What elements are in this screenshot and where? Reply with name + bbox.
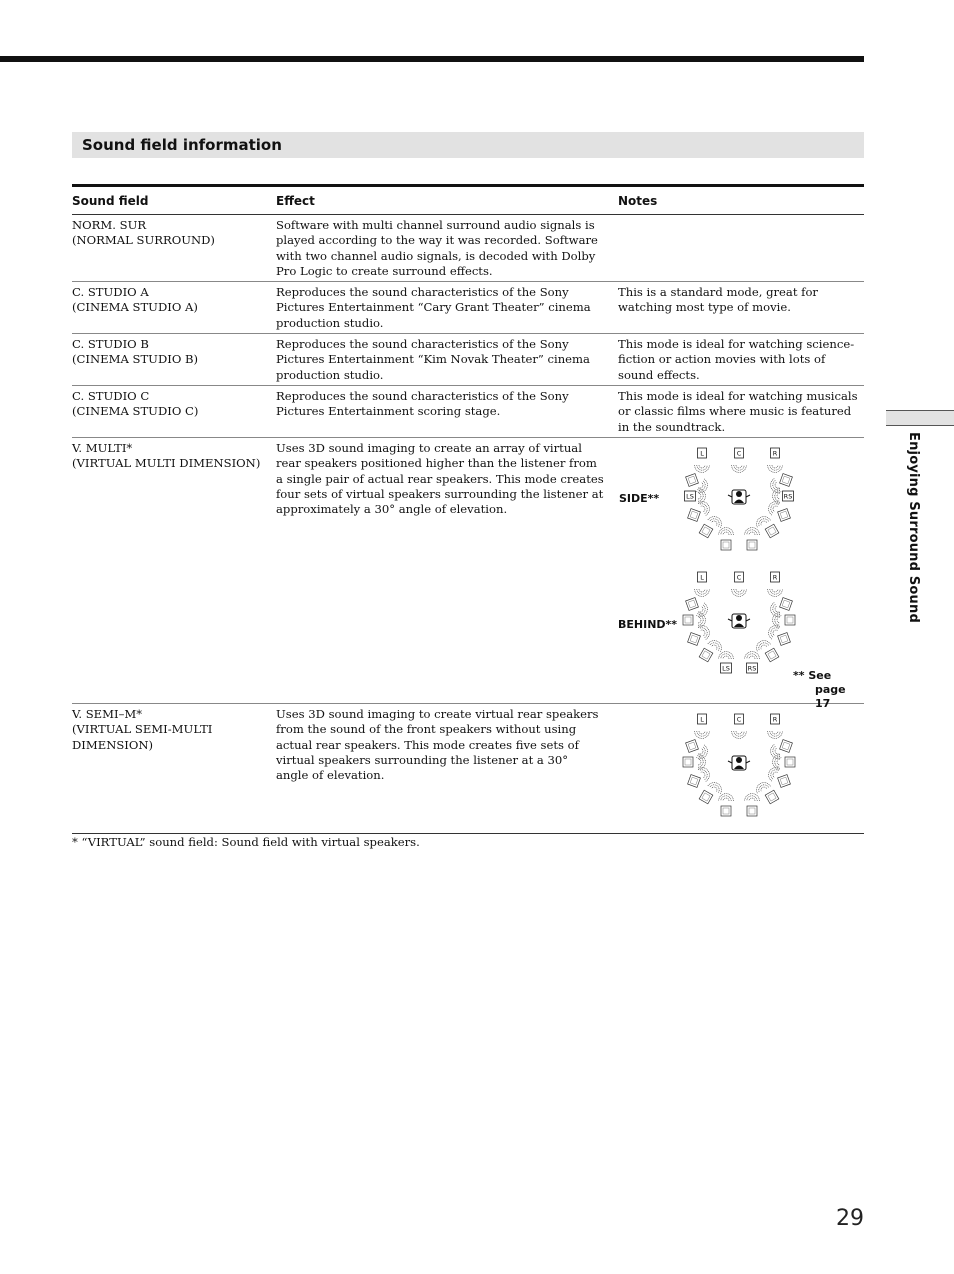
sound-wave-icon [698, 613, 705, 628]
svg-text:RS: RS [783, 492, 793, 501]
field-cell [72, 386, 276, 438]
speaker-c-label [735, 448, 744, 458]
field-cell [72, 215, 276, 282]
top-rule [0, 56, 864, 62]
field-name: V. SEMI–M* [72, 707, 143, 722]
virtual-speaker-icon [747, 540, 757, 550]
virtual-speaker-icon [699, 524, 713, 538]
sound-wave-icon [745, 528, 760, 535]
sound-wave-icon [754, 514, 771, 528]
side-tab-marker [886, 410, 954, 426]
speaker-c-label [735, 572, 744, 582]
speaker-r-label [771, 714, 780, 724]
sound-wave-icon [732, 589, 747, 596]
field-full-name: (CINEMA STUDIO C) [72, 404, 199, 419]
virtual-speaker-icon [765, 648, 779, 662]
virtual-speaker-icon [699, 790, 713, 804]
listener-icon [728, 490, 750, 504]
field-cell [72, 438, 276, 704]
virtual-speaker-icon [686, 474, 699, 487]
notes-cell: This mode is ideal for watching musicals or classic films where music is featured in the soundtrack. [618, 386, 864, 438]
sound-wave-icon [754, 780, 771, 794]
sound-wave-icon [768, 479, 782, 496]
sound-wave-icon [732, 731, 747, 738]
svg-text:LS: LS [686, 492, 694, 501]
table-row [72, 334, 864, 386]
effect-cell [276, 215, 618, 282]
side-label: SIDE** [619, 492, 660, 506]
field-full-name: (VIRTUAL SEMI-MULTI [72, 722, 213, 737]
virtual-speaker-icon [778, 633, 791, 646]
sound-wave-icon [768, 731, 783, 738]
virtual-speaker-icon [686, 740, 699, 753]
notes-cell [618, 438, 864, 711]
sound-wave-icon [695, 589, 710, 596]
header-notes: Notes [618, 186, 864, 215]
effect-text: Uses 3D sound imaging to create virtual rear speakers from the sound of the front speakers without using actual rear speakers. This mode creates five sets of virtual speakers surrounding the listener at a 30° angle of elevation. [276, 707, 599, 783]
svg-text:R: R [772, 573, 778, 582]
section-header [72, 132, 864, 158]
sound-wave-icon [745, 794, 760, 801]
virtual-speaker-icon [683, 757, 693, 767]
field-name: NORM. SUR [72, 218, 147, 233]
sound-wave-icon [696, 603, 710, 620]
field-name: C. STUDIO A [72, 285, 149, 300]
speaker-l-label [698, 572, 707, 582]
see-page-line-2: page 17 [815, 683, 846, 711]
svg-text:R: R [772, 449, 778, 458]
field-name: C. STUDIO B [72, 337, 149, 352]
virtual-semi-multi-diagram-wrap [618, 707, 864, 831]
virtual-speaker-icon [688, 509, 701, 522]
sound-wave-icon [768, 745, 782, 762]
behind-speaker-layout-diagram [680, 569, 800, 677]
table-row [72, 438, 864, 704]
virtual-speaker-icon [780, 474, 793, 487]
sound-wave-icon [719, 652, 734, 659]
field-full-name: (CINEMA STUDIO B) [72, 352, 199, 367]
speaker-l-label [698, 448, 707, 458]
table-header-row [72, 186, 864, 215]
effect-text: Reproduces the sound characteristics of the Sony Pictures Entertainment “Kim Novak Theater” cinema production studio. [276, 337, 590, 382]
virtual-speaker-icon [699, 648, 713, 662]
sound-wave-icon [768, 465, 783, 472]
virtual-speaker-icon [765, 790, 779, 804]
sound-wave-icon [768, 603, 782, 620]
field-name: C. STUDIO C [72, 389, 150, 404]
notes-cell: This is a standard mode, great for watching most type of movie. [618, 282, 864, 334]
speaker-ls-label [685, 491, 696, 501]
speaker-r-label [771, 448, 780, 458]
sound-wave-icon [696, 745, 710, 762]
sound-wave-icon [698, 755, 705, 770]
virtual-speaker-icon [778, 509, 791, 522]
speaker-ls-label [721, 663, 732, 673]
header-effect: Effect [276, 186, 618, 215]
field-full-name: (VIRTUAL MULTI DIMENSION) [72, 456, 261, 471]
table-row [72, 386, 864, 438]
field-cell [72, 282, 276, 334]
speaker-rs-label [783, 491, 794, 501]
sound-wave-icon [696, 479, 710, 496]
page-number: 29 [836, 1206, 864, 1231]
behind-label: BEHIND** [618, 618, 678, 632]
effect-cell [276, 438, 618, 704]
svg-text:LS: LS [722, 664, 730, 673]
speaker-l-label [698, 714, 707, 724]
speaker-r-label [771, 572, 780, 582]
effect-cell [276, 282, 618, 334]
effect-text: Reproduces the sound characteristics of the Sony Pictures Entertainment scoring stage. [276, 389, 569, 419]
see-page-line-1: ** See [793, 669, 832, 683]
table-row [72, 215, 864, 282]
svg-text:R: R [772, 715, 778, 724]
side-speaker-layout-diagram [680, 445, 800, 553]
table-row [72, 282, 864, 334]
notes-cell [618, 704, 864, 834]
effect-text: Reproduces the sound characteristics of the Sony Pictures Entertainment “Cary Grant Theater” cinema production studio. [276, 285, 591, 330]
virtual-speaker-icon [780, 598, 793, 611]
sound-wave-icon [754, 638, 771, 652]
header-sound-field: Sound field [72, 186, 276, 215]
svg-text:C: C [736, 715, 742, 724]
speaker-c-label [735, 714, 744, 724]
sound-wave-icon [708, 514, 725, 528]
field-name: V. MULTI* [72, 441, 133, 456]
footnote: * “VIRTUAL” sound field: Sound field with virtual speakers. [72, 835, 420, 849]
svg-text:RS: RS [747, 664, 757, 673]
svg-text:L: L [700, 449, 704, 458]
virtual-speaker-icon [686, 598, 699, 611]
sound-wave-icon [695, 731, 710, 738]
sound-wave-icon [732, 465, 747, 472]
sound-wave-icon [745, 652, 760, 659]
svg-text:L: L [700, 715, 704, 724]
field-full-name: (NORMAL SURROUND) [72, 233, 215, 248]
virtual-speaker-icon [780, 740, 793, 753]
notes-cell: This mode is ideal for watching science-fiction or action movies with lots of sound effects. [618, 334, 864, 386]
listener-icon [728, 756, 750, 770]
sound-wave-icon [698, 489, 705, 504]
effect-text: Software with multi channel surround audio signals is played according to the way it was recorded. Software with two channel audio signals, is decoded with Dolby Pro Logic to create surround effects. [276, 218, 598, 278]
field-cell [72, 334, 276, 386]
sound-wave-icon [719, 528, 734, 535]
virtual-speaker-icon [785, 757, 795, 767]
sound-wave-icon [695, 465, 710, 472]
effect-cell [276, 334, 618, 386]
effect-cell [276, 704, 618, 834]
sound-wave-icon [708, 780, 725, 794]
sound-wave-icon [708, 638, 725, 652]
table-row [72, 704, 864, 834]
svg-text:L: L [700, 573, 704, 582]
sound-wave-icon [719, 794, 734, 801]
effect-cell [276, 386, 618, 438]
effect-text: Uses 3D sound imaging to create an array of virtual rear speakers positioned higher than the listener from a single pair of actual rear speakers. This mode creates four sets of virtual speakers surrounding the listener at approximately a 30° angle of elevation. [276, 441, 604, 517]
virtual-multi-diagrams [618, 441, 864, 711]
virtual-speaker-icon [688, 775, 701, 788]
virtual-speaker-icon [778, 775, 791, 788]
speaker-rs-label [747, 663, 758, 673]
semi-speaker-layout-diagram [680, 711, 800, 819]
side-chapter-title: Enjoying Surround Sound [906, 432, 921, 623]
section-title: Sound field information [82, 136, 282, 154]
svg-text:C: C [736, 449, 742, 458]
field-full-name: (CINEMA STUDIO A) [72, 300, 198, 315]
virtual-speaker-icon [747, 806, 757, 816]
sound-field-table [72, 184, 864, 834]
field-full-name-cont: DIMENSION) [72, 737, 154, 752]
virtual-speaker-icon [688, 633, 701, 646]
svg-text:C: C [736, 573, 742, 582]
sound-wave-icon [768, 589, 783, 596]
virtual-speaker-icon [765, 524, 779, 538]
listener-icon [728, 614, 750, 628]
field-cell [72, 704, 276, 834]
virtual-speaker-icon [785, 615, 795, 625]
virtual-speaker-icon [683, 615, 693, 625]
virtual-speaker-icon [721, 540, 731, 550]
notes-cell [618, 215, 864, 282]
virtual-speaker-icon [721, 806, 731, 816]
